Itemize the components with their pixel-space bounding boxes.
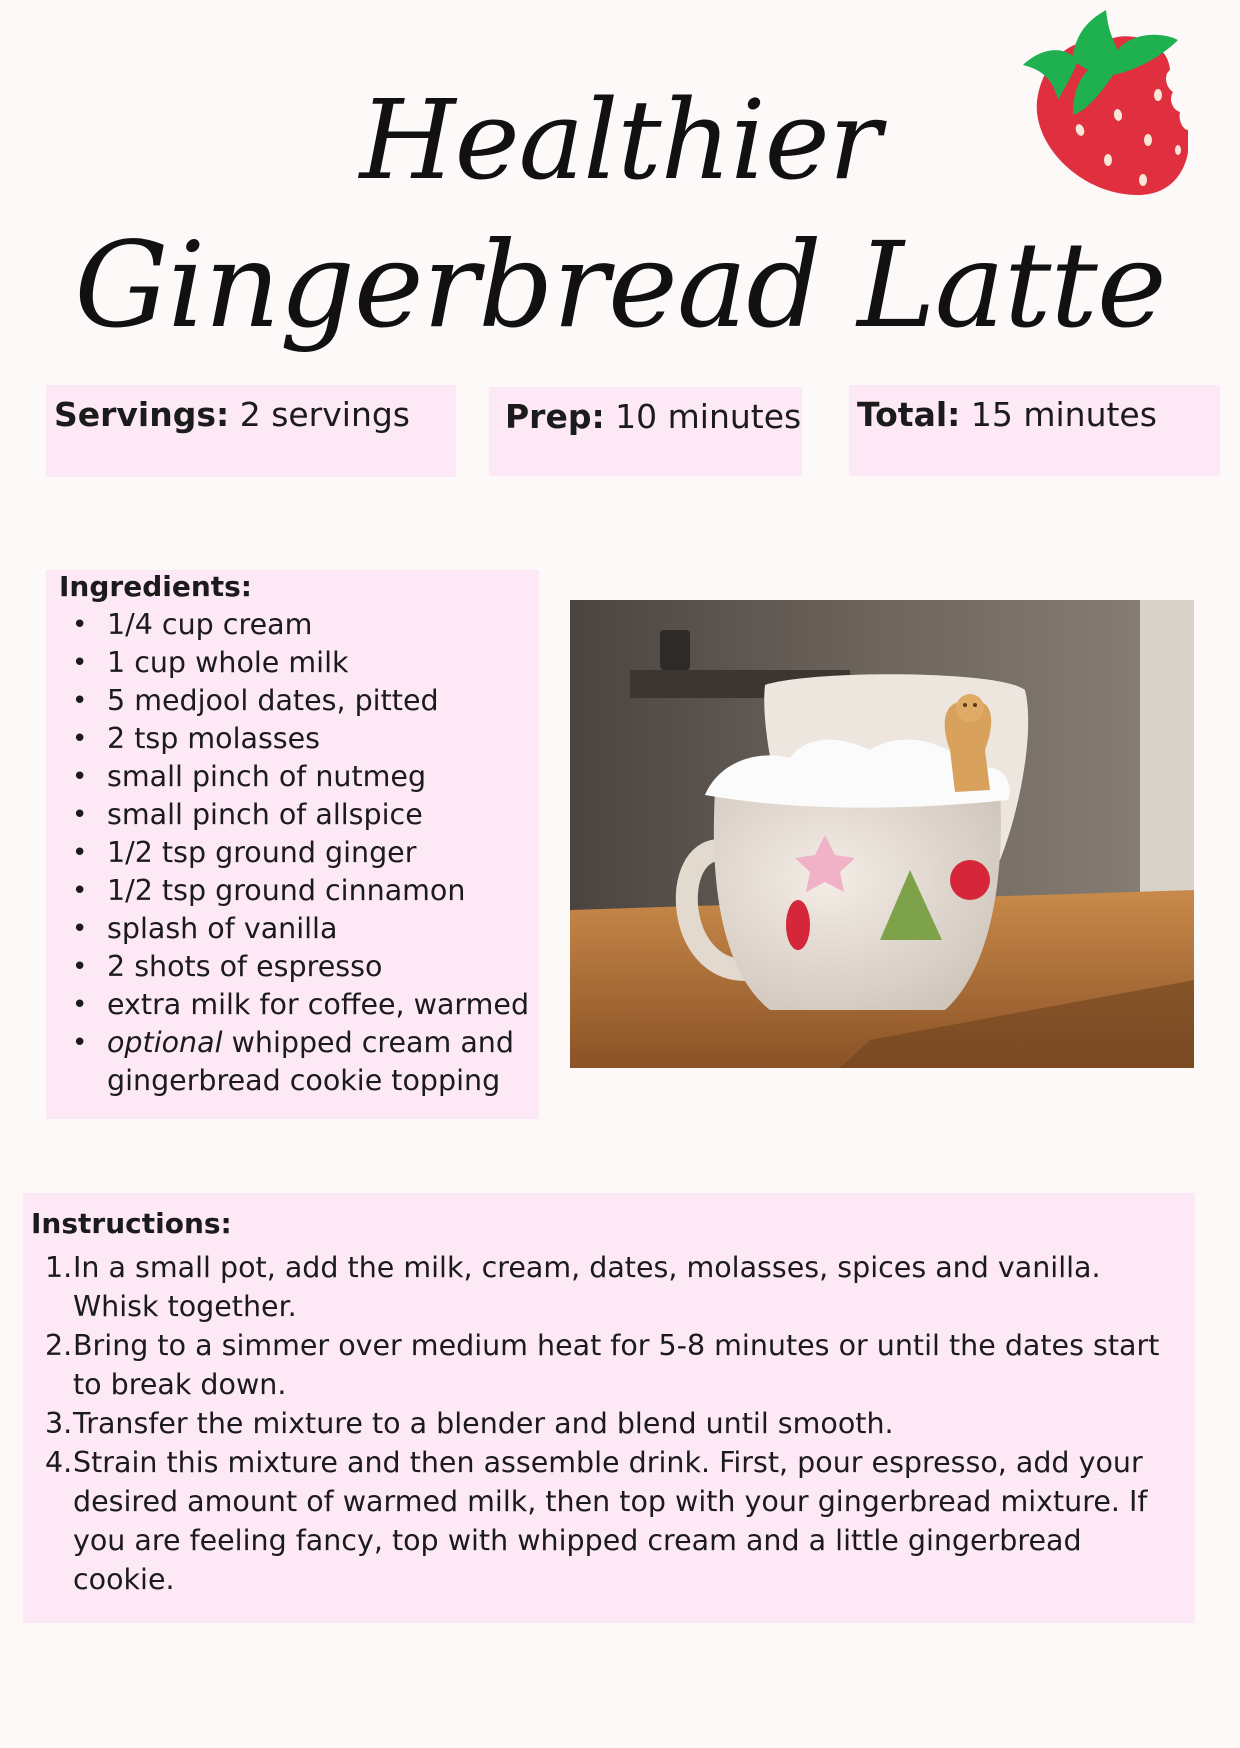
- step-text: In a small pot, add the milk, cream, dates, molasses, spices and vanilla. Whisk together.: [73, 1251, 1101, 1323]
- step-number: 3.: [45, 1407, 73, 1440]
- prep-box: [489, 387, 802, 476]
- total-value: 15 minutes: [970, 395, 1157, 434]
- latte-photo: [570, 600, 1194, 1068]
- instructions-panel: [23, 1193, 1195, 1623]
- prep-label: Prep:: [505, 397, 605, 436]
- instruction-step: [23, 1404, 1195, 1443]
- step-number: 2.: [45, 1329, 73, 1362]
- optional-item-text: whipped cream and gingerbread cookie topping: [107, 1026, 514, 1097]
- step-text: Transfer the mixture to a blender and blend until smooth.: [73, 1407, 894, 1440]
- servings-label: Servings:: [54, 395, 230, 434]
- step-number: 4.: [45, 1446, 73, 1479]
- ingredient-item: • small pinch of nutmeg: [46, 758, 539, 796]
- title-line-1: Healthier: [359, 76, 881, 204]
- ingredient-item: • 1/2 tsp ground cinnamon: [46, 872, 539, 910]
- optional-emphasis: optional: [107, 1026, 223, 1059]
- ingredient-item: • 1 cup whole milk: [46, 644, 539, 682]
- instruction-step: [23, 1326, 1195, 1404]
- instructions-list: [23, 1248, 1195, 1599]
- ingredient-item: • 5 medjool dates, pitted: [46, 682, 539, 720]
- total-label: Total:: [857, 395, 961, 434]
- strawberry-icon: [1018, 0, 1188, 200]
- prep-value: 10 minutes: [615, 397, 802, 436]
- servings-value: 2 servings: [239, 395, 411, 434]
- step-text: Bring to a simmer over medium heat for 5-8 minutes or until the dates start to break down.: [73, 1329, 1160, 1401]
- latte-mug-image: [570, 600, 1194, 1068]
- instructions-heading: Instructions:: [31, 1207, 232, 1240]
- ingredient-item: • 1/4 cup cream: [46, 606, 539, 644]
- ingredient-item: • 2 shots of espresso: [46, 948, 539, 986]
- instruction-step: [23, 1443, 1195, 1599]
- ingredient-item: • 1/2 tsp ground ginger: [46, 834, 539, 872]
- ingredient-item: • splash of vanilla: [46, 910, 539, 948]
- step-number: 1.: [45, 1251, 73, 1284]
- ingredient-item: • 2 tsp molasses: [46, 720, 539, 758]
- servings-box: [46, 385, 456, 477]
- total-box: [849, 385, 1220, 476]
- ingredients-heading: Ingredients:: [59, 570, 253, 603]
- step-text: Strain this mixture and then assemble drink. First, pour espresso, add your desired amount of warmed milk, then top with your gingerbread mixture. If you are feeling fancy, top with whipped cream and a little gingerbread cookie.: [73, 1446, 1148, 1596]
- ingredients-panel: [46, 570, 539, 1119]
- ingredient-item: • small pinch of allspice: [46, 796, 539, 834]
- ingredient-item: • extra milk for coffee, warmed: [46, 986, 539, 1024]
- ingredient-item-optional: [46, 1024, 539, 1100]
- ingredients-list: [46, 606, 539, 1100]
- instruction-step: [23, 1248, 1195, 1326]
- title-line-2: Gingerbread Latte: [74, 216, 1166, 354]
